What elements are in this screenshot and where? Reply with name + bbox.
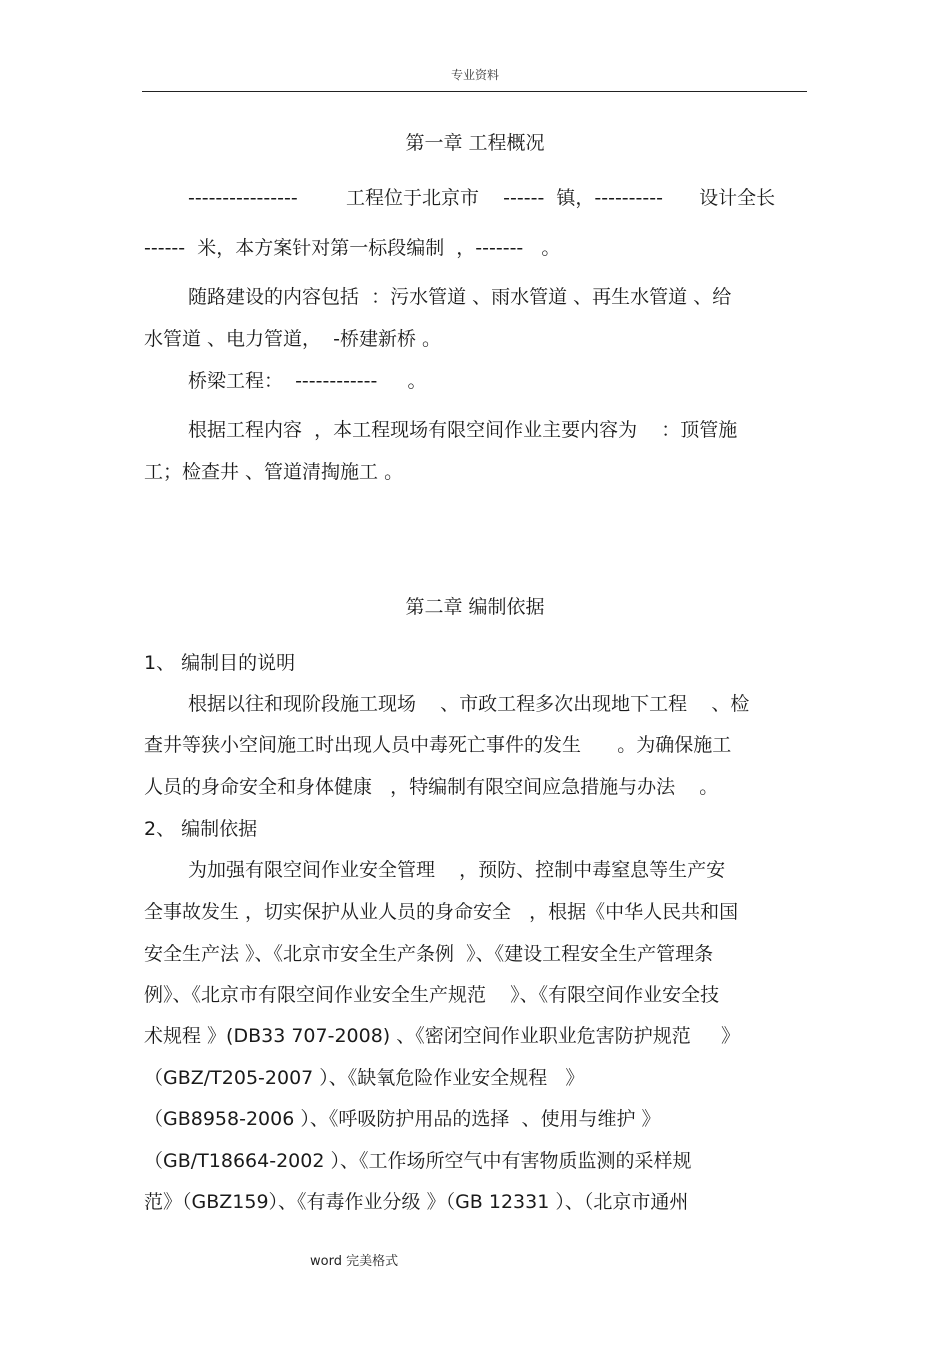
- section-heading: 2、 编制依据: [144, 818, 258, 840]
- chapter-1-title: 第一章 工程概况: [405, 132, 545, 154]
- paragraph-line: 根据工程内容 ，本工程现场有限空间作业主要内容为 ：顶管施: [188, 419, 738, 441]
- section-heading: 1、 编制目的说明: [144, 652, 296, 674]
- page-footer: word 完美格式: [310, 1254, 399, 1269]
- paragraph-line: 全事故发生 ，切实保护从业人员的身命安全 ，根据《中华人民共和国: [144, 901, 739, 923]
- page-header: 专业资料: [450, 68, 499, 82]
- chapter-2-title: 第二章 编制依据: [405, 596, 545, 618]
- paragraph-line: 范》（GBZ159）、《有毒作业分级 》（GB 12331 ）、（北京市通州: [144, 1191, 689, 1213]
- paragraph-line: ------ 米，本方案针对第一标段编制 ，------- 。: [144, 237, 561, 259]
- paragraph-line: ---------------- 工程位于北京市 ------ 镇，---------- 设计全长: [188, 187, 776, 209]
- paragraph-line: 为加强有限空间作业安全管理 ，预防、控制中毒窒息等生产安: [188, 859, 726, 881]
- paragraph-line: 根据以往和现阶段施工现场 、市政工程多次出现地下工程 、检: [188, 693, 750, 715]
- paragraph-line: 例》、《北京市有限空间作业安全生产规范 》、《有限空间作业安全技: [144, 984, 720, 1006]
- paragraph-line: （GB8958-2006 ）、《呼吸防护用品的选择 、使用与维护 》: [144, 1108, 661, 1130]
- paragraph-line: 桥梁工程： ------------ 。: [188, 370, 427, 392]
- paragraph-line: 水管道 、电力管道， -桥建新桥 。: [144, 328, 442, 350]
- paragraph-line: 随路建设的内容包括 ：污水管道 、雨水管道 、再生水管道 、给: [188, 286, 732, 308]
- header-divider: [142, 91, 807, 92]
- paragraph-line: 人员的身命安全和身体健康 ，特编制有限空间应急措施与办法 。: [144, 776, 719, 798]
- paragraph-line: 工；检查井 、管道清掏施工 。: [144, 461, 404, 483]
- paragraph-line: 查井等狭小空间施工时出现人员中毒死亡事件的发生 。为确保施工: [144, 734, 732, 756]
- paragraph-line: （GBZ/T205-2007 ）、《缺氧危险作业安全规程 》: [144, 1067, 585, 1089]
- paragraph-line: 术规程 》(DB33 707-2008) 、《密闭空间作业职业危害防护规范 》: [144, 1025, 740, 1047]
- paragraph-line: 安全生产法 》、《北京市安全生产条例 》、《建设工程安全生产管理条: [144, 943, 714, 965]
- paragraph-line: （GB/T18664-2002 ）、《工作场所空气中有害物质监测的采样规: [144, 1150, 692, 1172]
